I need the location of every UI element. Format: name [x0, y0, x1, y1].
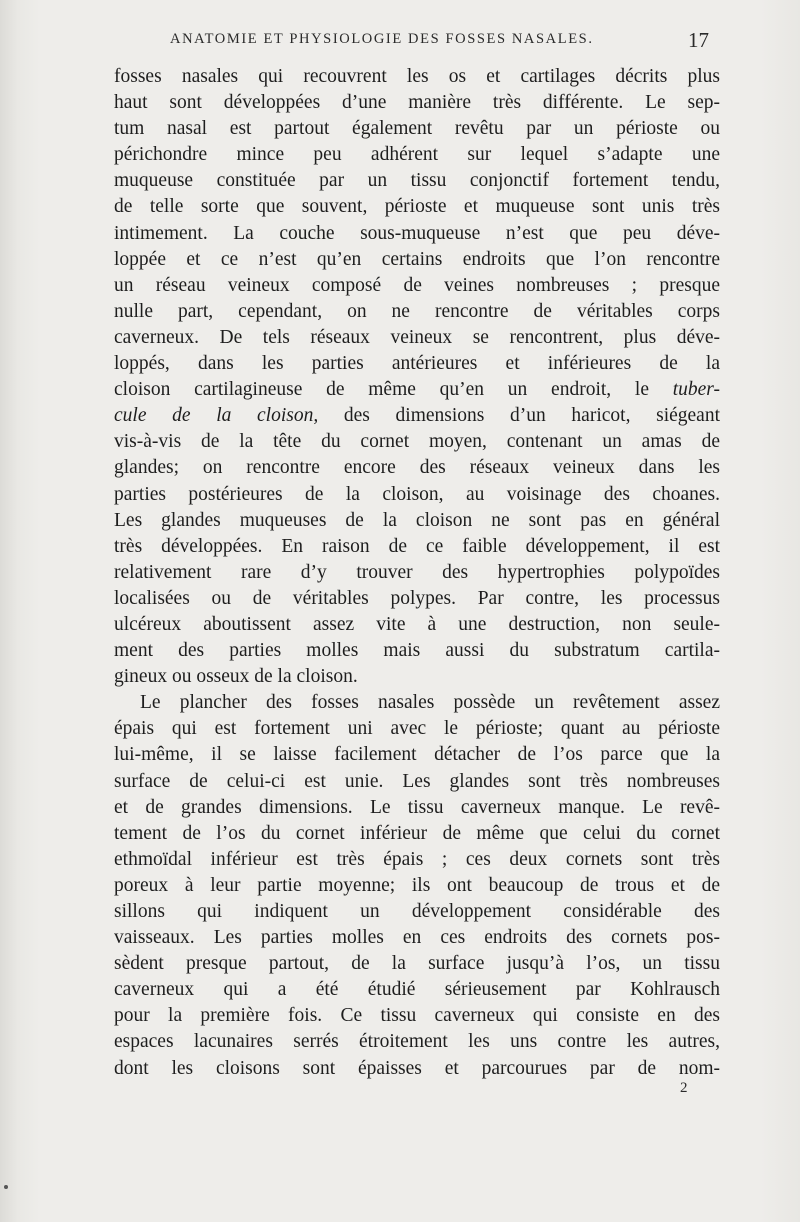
text-segment: des dimensions d’un haricot, siégeant [343, 405, 720, 427]
running-title: ANATOMIE ET PHYSIOLOGIE DES FOSSES NASALES. [170, 31, 594, 47]
text-line: pour la première fois. Ce tissu caverneux qui consiste en des [114, 1005, 720, 1027]
body-text [114, 64, 720, 1082]
text-line: surface de celui-ci est unie. Les glandes sont très nombreuses [114, 770, 720, 792]
text-line: caverneux. De tels réseaux veineux se rencontrent, plus déve- [114, 326, 720, 348]
text-line: de telle sorte que souvent, périoste et muqueuse sont unis très [114, 196, 720, 218]
text-line: ethmoïdal inférieur est très épais ; ces deux cornets sont très [114, 848, 720, 870]
text-line: lui-même, il se laisse facilement détacher de l’os parce que la [114, 744, 720, 766]
text-line: muqueuse constituée par un tissu conjonctif fortement tendu, [114, 170, 720, 192]
signature-mark: 2 [680, 1080, 688, 1096]
text-line: fosses nasales qui recouvrent les os et cartilages décrits plus [114, 66, 720, 87]
text-line: localisées ou de véritables polypes. Par contre, les processus [114, 587, 720, 609]
paragraph-start-line: Le plancher des fosses nasales possède un revêtement assez [140, 692, 720, 714]
text-segment: cloison cartilagineuse de même qu’en un endroit, le [114, 379, 649, 401]
text-line: loppée et ce n’est qu’en certains endroits que l’on rencontre [114, 248, 720, 270]
italic-term: cule de la cloison, [114, 405, 319, 427]
text-line: gineux ou osseux de la cloison. [114, 666, 358, 688]
page-number: 17 [688, 28, 709, 52]
text-line: relativement rare d’y trouver des hypertrophies polypoïdes [114, 561, 720, 583]
text-line: vis-à-vis de la tête du cornet moyen, contenant un amas de [114, 431, 720, 453]
text-line: un réseau veineux composé de veines nombreuses ; presque [114, 274, 720, 296]
text-line: épais qui est fortement uni avec le périoste; quant au périoste [114, 718, 720, 740]
text-line: espaces lacunaires serrés étroitement les uns contre les autres, [114, 1031, 720, 1053]
text-line: nulle part, cependant, on ne rencontre de véritables corps [114, 300, 720, 322]
text-line: périchondre mince peu adhérent sur lequel s’adapte une [114, 144, 720, 166]
text-line: caverneux qui a été étudié sérieusement par Kohlrausch [114, 979, 720, 1001]
text-line: ulcéreux aboutissent assez vite à une destruction, non seule- [114, 613, 720, 635]
text-line: très développées. En raison de ce faible développement, il est [114, 535, 720, 557]
text-line: intimement. La couche sous-muqueuse n’est que peu déve- [114, 222, 720, 244]
text-line: sèdent presque partout, de la surface jusqu’à l’os, un tissu [114, 953, 720, 975]
italic-term: tuber- [672, 379, 720, 401]
text-line: loppés, dans les parties antérieures et inférieures de la [114, 353, 720, 375]
text-line: vaisseaux. Les parties molles en ces endroits des cornets pos- [114, 927, 720, 949]
text-line: haut sont développées d’une manière très différente. Le sep- [114, 92, 720, 114]
text-line: dont les cloisons sont épaisses et parcourues par de nom- [114, 1057, 720, 1079]
text-line: parties postérieures de la cloison, au voisinage des choanes. [114, 483, 720, 505]
text-line-with-italic [114, 377, 720, 403]
paper-speck [4, 1185, 8, 1189]
text-line-with-italic [114, 403, 720, 429]
text-line: Les glandes muqueuses de la cloison ne sont pas en général [114, 509, 720, 531]
text-line: sillons qui indiquent un développement considérable des [114, 901, 720, 922]
text-line: ment des parties molles mais aussi du substratum cartila- [114, 640, 720, 662]
text-line: glandes; on rencontre encore des réseaux veineux dans les [114, 457, 720, 479]
text-line: poreux à leur partie moyenne; ils ont beaucoup de trous et de [114, 874, 720, 896]
text-line: et de grandes dimensions. Le tissu caverneux manque. Le revê- [114, 796, 720, 818]
text-line: tement de l’os du cornet inférieur de même que celui du cornet [114, 822, 720, 844]
text-line: tum nasal est partout également revêtu par un périoste ou [114, 118, 720, 140]
